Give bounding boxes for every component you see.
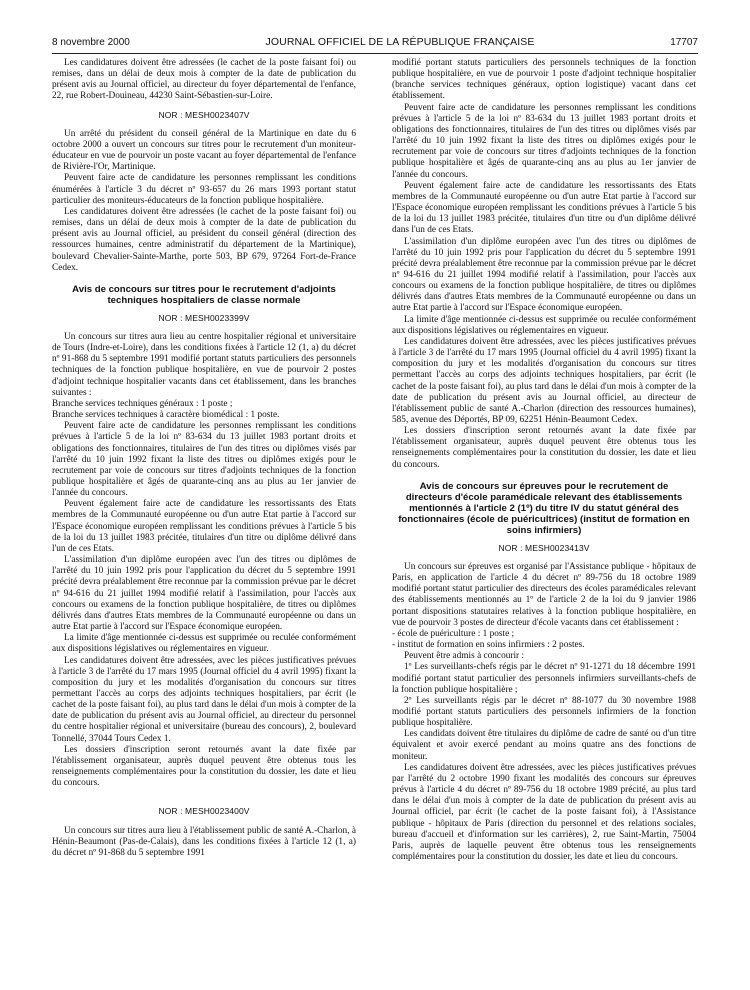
paragraph: Un concours sur titres aura lieu à l'établissement public de santé A.-Charlon, à Hénin-Beaumont (Pas-de-Calais), dans les conditions fixées à l'article 12 (1, a) du décret nº 91-868 du 5 septembre 1991: [52, 825, 356, 858]
list-item: - institut de formation en soins infirmiers : 2 postes.: [392, 640, 585, 651]
paragraph: Peuvent également faire acte de candidature les ressortissants des Etats membres de la Communauté européenne ou d'un autre Etat partie à l'accord sur l'Espace économique européen remplissant les conditions prévues à l'article 5 bis de la loi du 13 juillet 1983 précitée, titulaires d'un titre ou diplôme délivré dans l'un de ces Etats.: [52, 499, 356, 554]
paragraph: Peuvent faire acte de candidature les personnes remplissant les conditions énumérées à l'article 3 du décret nº 93-657 du 26 mars 1993 portant statut particulier des moniteurs-éducateurs de la fonction publique hospitalière.: [52, 173, 356, 206]
list-item: Branche services techniques généraux : 1 poste ;: [52, 398, 233, 409]
paragraph: Les candidatures doivent être adressées, avec les pièces justificatives prévues à l'article 3 de l'arrêté du 17 mars 1995 (Journal officiel du 4 avril 1995) fixant la composition du jury et les modalités d'organisation du concours sur titres permettant l'accès au corps des adjoints techniques hospitaliers, par écrit (le cachet de la poste faisant foi), au plus tard dans le délai d'un mois à compter de la date de publication du présent avis au Journal officiel, au directeur du personnel du centre hospitalier régional et universitaire (bureau des concours), 2, boulevard Tonnellé, 37044 Tours Cedex 1.: [52, 655, 356, 744]
paragraph: L'assimilation d'un diplôme européen avec l'un des titres ou diplômes de l'arrêté du 10 juin 1992 pris pour l'application du décret du 5 septembre 1991 précité devra préalablement être reconnue par la commission prévue par le décret nº 94-616 du 21 juillet 1994 modifié relatif à l'assimilation, pour l'accès aux concours ou examens de la fonction publique hospitalière, de titres ou diplômes délivrés dans d'autres Etats membres de la Communauté européenne ou dans un autre Etat partie à l'accord sur l'Espace économique européen.: [392, 236, 696, 314]
paragraph: modifié portant statuts particuliers des personnels techniques de la fonction publique hospitalière, en vue de pourvoir 1 poste d'adjoint technique hospitalier (branche services techniques généraux, option logistique) vacant dans cet établissement.: [392, 58, 696, 102]
paragraph: Les candidatures doivent être adressées (le cachet de la poste faisant foi) ou remises, dans un délai de deux mois à compter de la date de publication du présent avis au Journal officiel, au président du conseil général (direction des ressources humaines, centre administratif du département de la Martinique), boulevard Chevalier-Sainte-Marthe, porte 503, BP 679, 97264 Fort-de-France Cedex.: [52, 206, 356, 273]
journal-title: JOURNAL OFFICIEL DE LA RÉPUBLIQUE FRANÇAISE: [265, 36, 535, 48]
left-column: [52, 58, 356, 983]
paragraph: Un concours sur épreuves est organisé par l'Assistance publique - hôpitaux de Paris, en application de l'article 4 du décret nº 89-756 du 18 octobre 1989 modifié portant statut particulier des directeurs des écoles paramédicales relevant des établissements mentionnés au 1º de l'article 2 de la loi du 9 janvier 1986 portant dispositions statutaires relatives à la fonction publique hospitalière, en vue de pourvoir 3 postes de directeur d'école vacants dans cet établissement :: [392, 561, 696, 628]
right-column: [392, 58, 696, 983]
paragraph: Les candidatures doivent être adressées (le cachet de la poste faisant foi) ou remises, dans un délai de deux mois à compter de la date de publication du présent avis au Journal officiel, au directeur du foyer départemental de l'enfance, 22, rue Robert-Douineau, 44230 Saint-Sébastien-sur-Loire.: [52, 58, 356, 102]
paragraph: 1º Les surveillants-chefs régis par le décret nº 91-1271 du 18 décembre 1991 modifié portant statut particulier des personnels infirmiers surveillants-chefs de la fonction publique hospitalière ;: [392, 662, 696, 695]
nor-reference: NOR : MESH0023413V: [498, 542, 590, 553]
paragraph: Un arrêté du président du conseil général de la Martinique en date du 6 octobre 2000 a ouvert un concours sur titres pour le recrutement d'un moniteur-éducateur en vue de pourvoir un poste vacant au foyer départemental de l'enfance de Rivière-l'Or, Martinique.: [52, 128, 356, 173]
paragraph: Peuvent également faire acte de candidature les ressortissants des Etats membres de la Communauté européenne ou d'un autre Etat partie à l'accord sur l'Espace économique européen remplissant les conditions prévues à l'article 5 bis de la loi du 13 juillet 1983 précitée, titulaires d'un titre ou d'un diplôme délivré dans l'un de ces Etats.: [392, 180, 696, 236]
paragraph: L'assimilation d'un diplôme européen avec l'un des titres ou diplômes de l'arrêté du 10 juin 1992 pris pour l'application du décret du 5 septembre 1991 précité devra préalablement être reconnue par la commission prévue par le décret nº 94-616 du 21 juillet 1994 modifié relatif à l'assimilation, pour l'accès aux concours ou examens de la fonction publique hospitalière, de titres ou diplômes délivrés dans d'autres Etats membres de la Communauté européenne ou dans un autre Etat partie à l'accord sur l'Espace économique européen.: [52, 555, 356, 633]
page-number: 17707: [670, 37, 698, 48]
header-date: 8 novembre 2000: [52, 37, 130, 48]
list-item: - école de puériculture : 1 poste ;: [392, 628, 515, 639]
paragraph: Un concours sur titres aura lieu au centre hospitalier régional et universitaire de Tours (Indre-et-Loire), dans les conditions fixées à l'article 12 (1, a) du décret nº 91-868 du 5 septembre 1991 modifié portant statuts particuliers des personnels techniques de la fonction publique hospitalière, en vue de pourvoir 2 postes d'adjoint technique hospitalier vacants dans cet établissement, dans les branches suivantes :: [52, 331, 356, 398]
nor-reference: NOR : MESH0023407V: [158, 109, 250, 120]
paragraph: Peuvent être admis à concourir :: [404, 651, 525, 662]
header-rule: [52, 53, 698, 54]
paragraph: Les dossiers d'inscription seront retournés avant la date fixée par l'établissement organisateur, auprès duquel peuvent être obtenus tous les renseignements complémentaires pour la constitution du dossier, les date et lieu du concours.: [52, 744, 356, 789]
paragraph: Peuvent faire acte de candidature les personnes remplissant les conditions prévues à l'article 5 de la loi nº 83-634 du 13 juillet 1983 portant droits et obligations des fonctionnaires, titulaires de l'un des titres ou diplômes visés par l'arrêté du 10 juin 1992 fixant la liste des titres ou diplômes exigés pour le recrutement par voie de concours sur titres d'adjoints techniques de la fonction publique hospitalière et âgés de quarante-cinq ans au plus au 1er janvier de l'année du concours.: [52, 421, 356, 499]
paragraph: Les candidatures doivent être adressées, avec les pièces justificatives prévues par l'arrêté du 2 octobre 1990 fixant les modalités des concours sur épreuves prévus à l'article 4 du décret nº 89-756 du 18 octobre 1989 précité, au plus tard dans le délai d'un mois à compter de la date de publication du présent avis au Journal officiel, par écrit (le cachet de la poste faisant foi), à l'Assistance publique - hôpitaux de Paris (direction du personnel et des relations sociales, bureau d'accueil et d'information sur les carrières), 2, rue Saint-Martin, 75004 Paris, auprès de laquelle peuvent être obtenus tous les renseignements complémentaires pour la constitution du dossier, les date et lieu du concours.: [392, 762, 696, 862]
paragraph: Peuvent faire acte de candidature les personnes remplissant les conditions prévues à l'article 5 de la loi nº 83-634 du 13 juillet 1983 portant droits et obligations des fonctionnaires, titulaires de l'un des titres ou diplômes visés par l'arrêté du 10 juin 1992 fixant la liste des titres ou diplômes exigés pour le recrutement par voie de concours sur titres d'adjoints techniques de la fonction publique hospitalière et âgés de quarante-cinq ans au plus au 1er janvier de l'année du concours.: [392, 102, 696, 180]
paragraph: Les dossiers d'inscription seront retournés avant la date fixée par l'établissement organisateur, auprès duquel peuvent être obtenus tous les renseignements complémentaires pour la constitution du dossier, les date et lieu du concours.: [392, 426, 696, 470]
nor-reference: NOR : MESH0023399V: [158, 312, 250, 323]
paragraph: 2º Les surveillants régis par le décret nº 88-1077 du 30 novembre 1988 modifié portant statuts particuliers des personnels infirmiers de la fonction publique hospitalière.: [392, 695, 696, 729]
paragraph: La limite d'âge mentionnée ci-dessus est supprimée ou reculée conformément aux dispositions législatives ou réglementaires en vigueur.: [52, 633, 356, 655]
paragraph: La limite d'âge mentionnée ci-dessus est supprimée ou reculée conformément aux dispositions législatives ou réglementaires en vigueur.: [392, 314, 696, 336]
paragraph: Les candidatures doivent être adressées, avec les pièces justificatives prévues à l'article 3 de l'arrêté du 17 mars 1995 (Journal officiel du 4 avril 1995) fixant la composition du jury et les modalités d'organisation du concours sur titres permettant l'accès au corps des adjoints techniques hospitaliers, par écrit (le cachet de la poste faisant foi), au plus tard dans le délai d'un mois à compter de la date de publication du présent avis au Journal officiel, au directeur de l'établissement public de santé A.-Charlon (direction des ressources humaines), 585, avenue des Déportés, BP 09, 62251 Hénin-Beaumont Cedex.: [392, 336, 696, 425]
notice-heading: Avis de concours sur titres pour le recrutement d'adjoints techniques hospitaliers de classe normale: [72, 283, 336, 306]
list-item: Branche services techniques à caractère biomédical : 1 poste.: [52, 410, 280, 421]
notice-heading: Avis de concours sur épreuves pour le recrutement de directeurs d'école paramédicale relevant des établissements mentionnés à l'article 2 (1º) du titre IV du statut général des fonctionnaires (école de puéricultrices) (institut de formation en soins infirmiers): [398, 480, 690, 536]
nor-reference: NOR : MESH0023400V: [158, 806, 250, 817]
page-header: [52, 36, 698, 52]
paragraph: Les candidats doivent être titulaires du diplôme de cadre de santé ou d'un titre équivalent et avoir exercé pendant au moins quatre ans des fonctions de moniteur.: [392, 729, 696, 762]
